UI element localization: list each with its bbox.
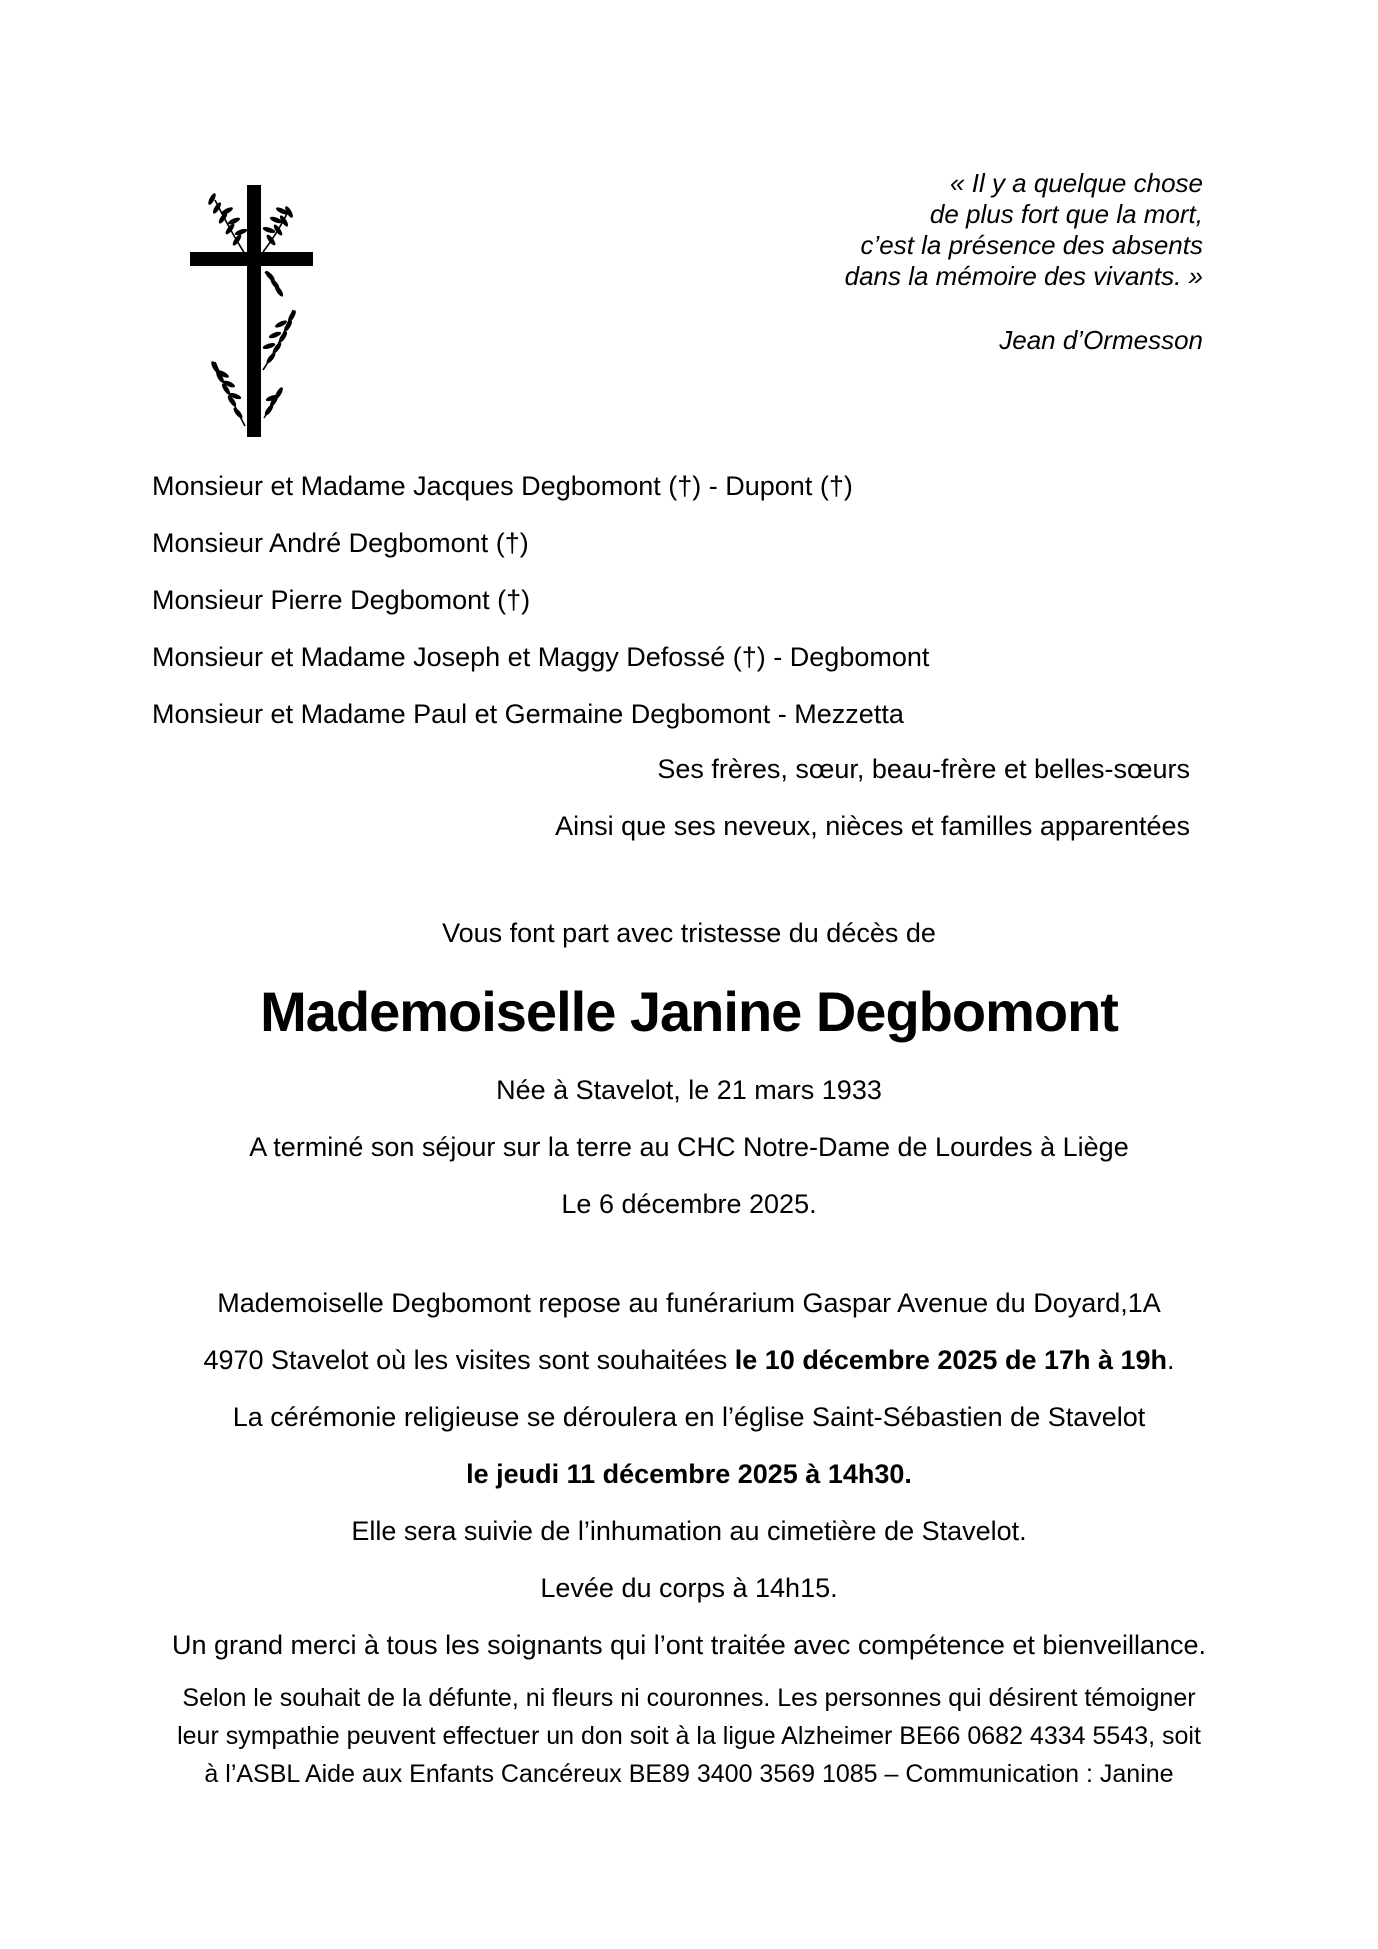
- death-place-line: A terminé son séjour sur la terre au CHC Notre-Dame de Lourdes à Liège: [249, 1132, 1129, 1162]
- family-member-line: Monsieur André Degbomont (†): [152, 528, 529, 558]
- visits-prefix: 4970 Stavelot où les visites sont souhaitées: [203, 1345, 735, 1375]
- deceased-name: Mademoiselle Janine Degbomont: [260, 980, 1118, 1043]
- quote-line: de plus fort que la mort,: [929, 199, 1203, 229]
- quote-line: c’est la présence des absents: [860, 230, 1203, 260]
- visits-line: [0, 1332, 1378, 1389]
- ceremony-line: La cérémonie religieuse se déroulera en l’église Saint-Sébastien de Stavelot: [232, 1402, 1146, 1432]
- relations-line: Ainsi que ses neveux, nièces et familles apparentées: [555, 811, 1190, 841]
- levee-line: Levée du corps à 14h15.: [540, 1573, 838, 1603]
- family-list: [152, 458, 929, 743]
- birth-line: Née à Stavelot, le 21 mars 1933: [496, 1075, 882, 1105]
- quote-line: dans la mémoire des vivants. »: [844, 261, 1203, 291]
- repose-line: Mademoiselle Degbomont repose au funérarium Gaspar Avenue du Doyard,1A: [217, 1288, 1161, 1318]
- donation-details: [0, 1679, 1378, 1793]
- donation-line: à l’ASBL Aide aux Enfants Cancéreux BE89 3400 3569 1085 – Communication : Janine: [204, 1760, 1174, 1788]
- family-member-line: Monsieur Pierre Degbomont (†): [152, 585, 531, 615]
- relations-line: Ses frères, sœur, beau-frère et belles-sœurs: [657, 754, 1190, 784]
- funeral-details: [0, 1275, 1378, 1674]
- memorial-cross-icon: [185, 180, 315, 440]
- donation-line: Selon le souhait de la défunte, ni fleurs ni couronnes. Les personnes qui désirent témoigner: [182, 1684, 1196, 1712]
- death-date-line: Le 6 décembre 2025.: [561, 1189, 817, 1219]
- thanks-line: Un grand merci à tous les soignants qui l’ont traitée avec compétence et bienveillance.: [171, 1630, 1207, 1660]
- life-details: [0, 1062, 1378, 1233]
- visits-dates-bold: le 10 décembre 2025 de 17h à 19h: [734, 1345, 1168, 1375]
- announcement-intro: Vous font part avec tristesse du décès de: [442, 918, 936, 948]
- burial-line: Elle sera suivie de l’inhumation au cimetière de Stavelot.: [351, 1516, 1027, 1546]
- visits-suffix: .: [1167, 1345, 1175, 1375]
- donation-line: leur sympathie peuvent effectuer un don soit à la ligue Alzheimer BE66 0682 4334 5543, soit: [177, 1722, 1201, 1750]
- family-relations: [555, 741, 1190, 855]
- quote-attribution: Jean d’Ormesson: [999, 325, 1203, 355]
- family-member-line: Monsieur et Madame Paul et Germaine Degbomont - Mezzetta: [152, 699, 904, 729]
- ceremony-date-line: le jeudi 11 décembre 2025 à 14h30.: [466, 1459, 912, 1489]
- family-member-line: Monsieur et Madame Jacques Degbomont (†) - Dupont (†): [152, 471, 853, 501]
- opening-quote: [845, 168, 1203, 292]
- quote-line: « Il y a quelque chose: [950, 168, 1203, 198]
- family-member-line: Monsieur et Madame Joseph et Maggy Defossé (†) - Degbomont: [152, 642, 930, 672]
